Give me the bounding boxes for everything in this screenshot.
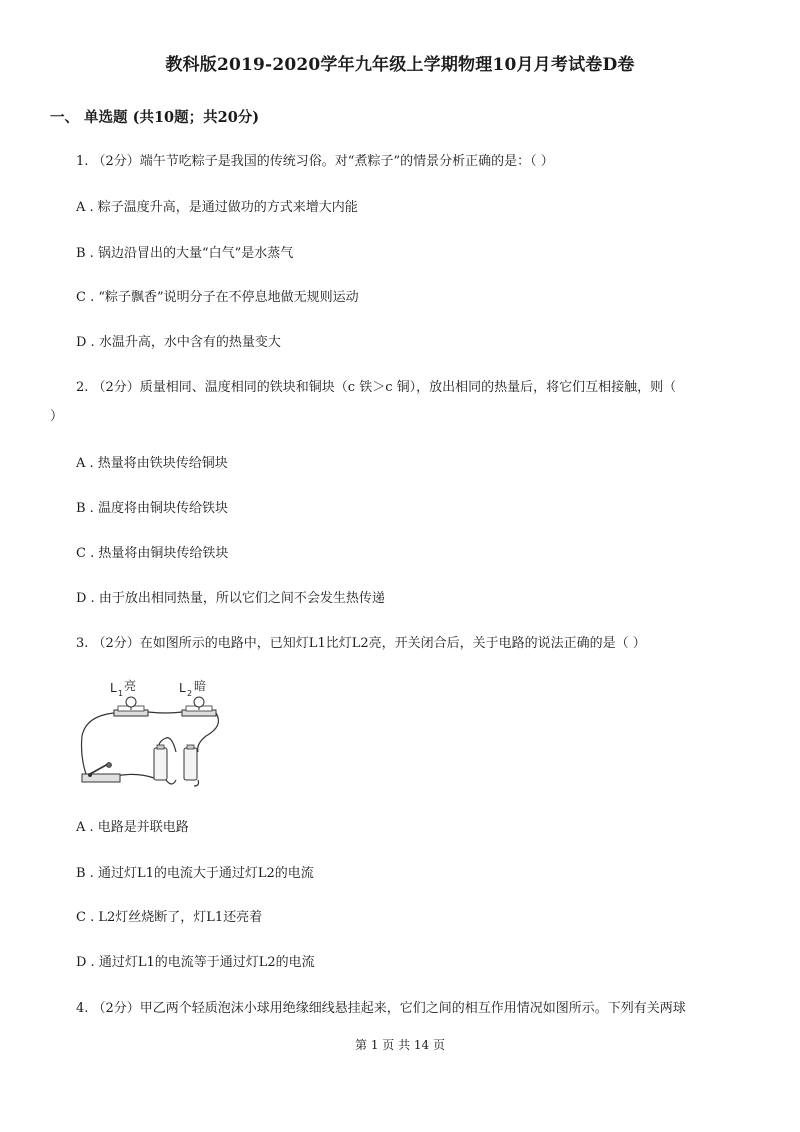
question-1-stem: 1. （2分）端午节吃粽子是我国的传统习俗。对“煮粽子”的情景分析正确的是：（ ）	[76, 154, 554, 169]
question-2-option-d: D . 由于放出相同热量，所以它们之间不会发生热传递	[76, 591, 385, 606]
battery-2	[184, 745, 197, 780]
battery-1	[154, 745, 167, 780]
question-2-stem: 2. （2分）质量相同、温度相同的铁块和铜块（c 铁＞c 铜），放出相同的热量后，将它们互相接触，则（	[76, 380, 677, 395]
question-1-option-d: D . 水温升高，水中含有的热量变大	[76, 335, 281, 350]
question-2-option-c: C . 热量将由铜块传给铁块	[76, 546, 229, 561]
lamp1-bright-label: 亮	[124, 679, 137, 693]
lamp1-letter: L	[110, 681, 117, 695]
question-2-stem-tail: ）	[50, 409, 64, 424]
question-2-option-a: A . 热量将由铁块传给铜块	[76, 456, 228, 471]
page-footer: 第 1 页 共 14 页	[355, 1038, 445, 1052]
page-title: 教科版2019-2020学年九年级上学期物理10月月考试卷D卷	[165, 55, 635, 75]
section-title: 一、 单选题 (共10题；共20分)	[50, 109, 260, 126]
question-1-option-b: B . 锅边沿冒出的大量“白气”是水蒸气	[76, 246, 294, 261]
lamp2-letter: L	[179, 681, 186, 695]
question-1-option-a: A . 粽子温度升高，是通过做功的方式来增大内能	[76, 200, 358, 215]
lamp2-subscript: 2	[187, 689, 193, 698]
circuit-diagram	[76, 676, 226, 788]
question-3-option-d: D . 通过灯L1的电流等于通过灯L2的电流	[76, 955, 315, 970]
question-3-stem: 3. （2分）在如图所示的电路中，已知灯L1比灯L2亮，开关闭合后，关于电路的说法正确的是（ ）	[76, 636, 646, 651]
lamp1-subscript: 1	[118, 689, 124, 698]
question-3-option-a: A . 电路是并联电路	[76, 820, 189, 835]
question-4-stem: 4. （2分）甲乙两个轻质泡沫小球用绝缘细线悬挂起来，它们之间的相互作用情况如图所示。下列有关两球	[76, 1001, 686, 1016]
switch	[82, 763, 120, 783]
question-3-option-c: C . L2灯丝烧断了，灯L1还亮着	[76, 910, 263, 925]
lamp-1	[114, 697, 148, 716]
lamp-2	[182, 697, 216, 716]
question-2-option-b: B . 温度将由铜块传给铁块	[76, 501, 228, 516]
question-1-option-c: C . “粽子飘香”说明分子在不停息地做无规则运动	[76, 290, 359, 305]
lamp2-dim-label: 暗	[194, 679, 207, 693]
question-3-option-b: B . 通过灯L1的电流大于通过灯L2的电流	[76, 866, 314, 881]
